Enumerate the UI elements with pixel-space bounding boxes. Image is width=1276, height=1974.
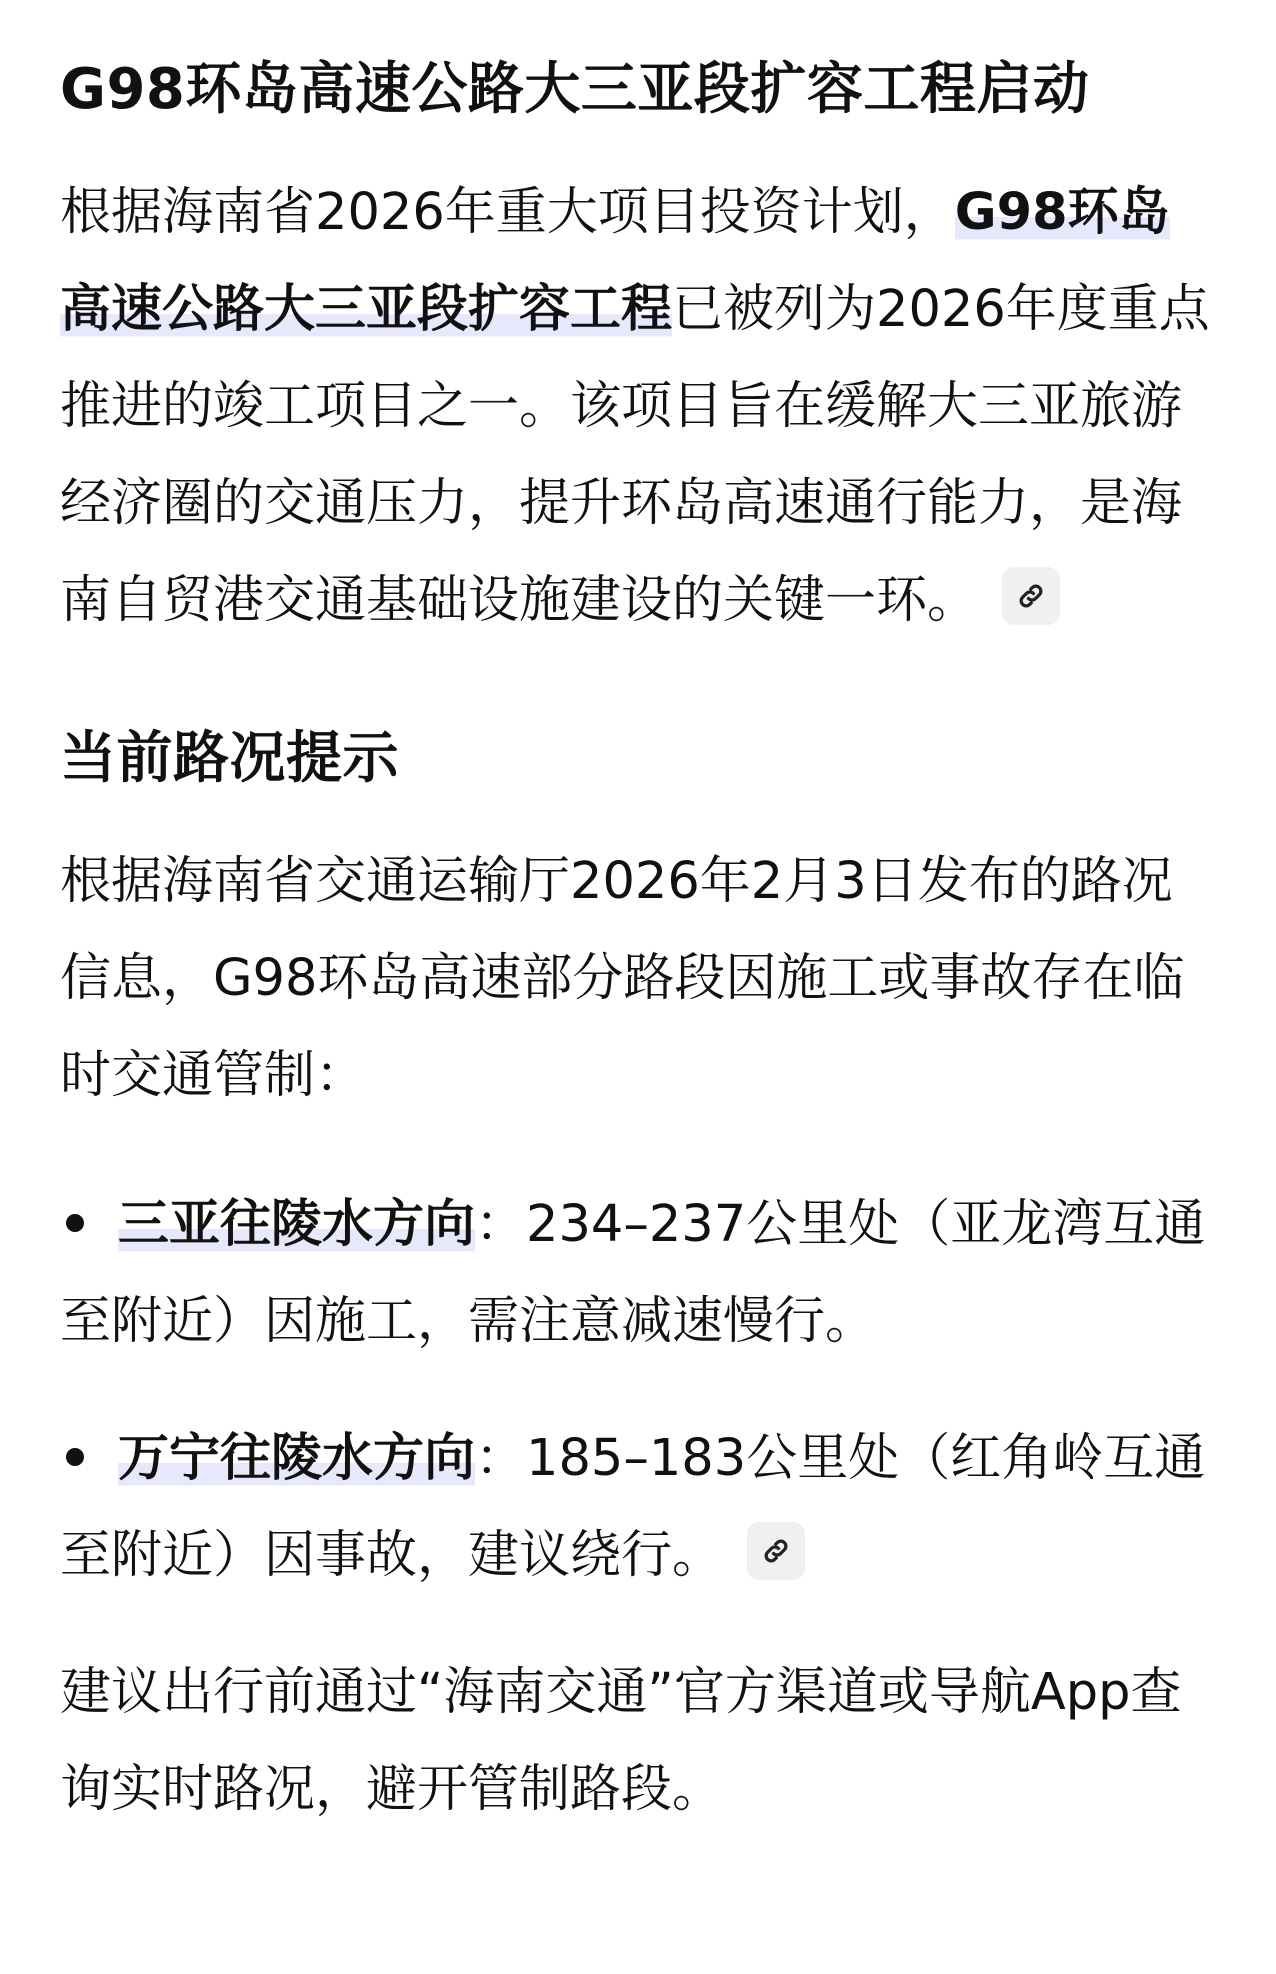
direction-label[interactable]: 万宁往陵水方向 [118, 1429, 476, 1488]
list-item [60, 1410, 1210, 1604]
travel-advice: 建议出行前通过“海南交通”官方渠道或导航App查询实时路况，避开管制路段。 [60, 1663, 1182, 1819]
bullet-icon [66, 1448, 84, 1466]
source-link-button[interactable] [1002, 567, 1060, 625]
source-link-button[interactable] [747, 1522, 805, 1580]
section-title-road-conditions: 当前路况提示 [60, 726, 399, 791]
link-icon [761, 1536, 791, 1566]
link-icon [1016, 581, 1046, 611]
project-paragraph [60, 164, 1210, 649]
highlighted-project-name[interactable]: G98环岛高速公路大三亚段扩容工程 [60, 183, 1170, 339]
direction-label[interactable]: 三亚往陵水方向 [118, 1195, 476, 1254]
section-title-project: G98环岛高速公路大三亚段扩容工程启动 [60, 57, 1090, 122]
list-item [60, 1176, 1210, 1370]
direction-detail: ：185–183公里处（红角岭互通至附近）因事故，建议绕行。 [60, 1429, 1206, 1585]
project-paragraph-suffix: 已被列为2026年度重点推进的竣工项目之一。该项目旨在缓解大三亚旅游经济圈的交通压力，提升环岛高速通行能力，是海南自贸港交通基础设施建设的关键一环。 [60, 280, 1210, 630]
answer-content [60, 40, 1210, 1838]
bullet-icon [66, 1214, 84, 1232]
road-conditions-intro: 根据海南省交通运输厅2026年2月3日发布的路况信息，G98环岛高速部分路段因施工或事故存在临时交通管制： [60, 852, 1185, 1105]
direction-detail: ：234–237公里处（亚龙湾互通至附近）因施工，需注意减速慢行。 [60, 1195, 1206, 1351]
traffic-control-list [60, 1176, 1210, 1604]
project-paragraph-prefix: 根据海南省2026年重大项目投资计划， [60, 183, 955, 242]
